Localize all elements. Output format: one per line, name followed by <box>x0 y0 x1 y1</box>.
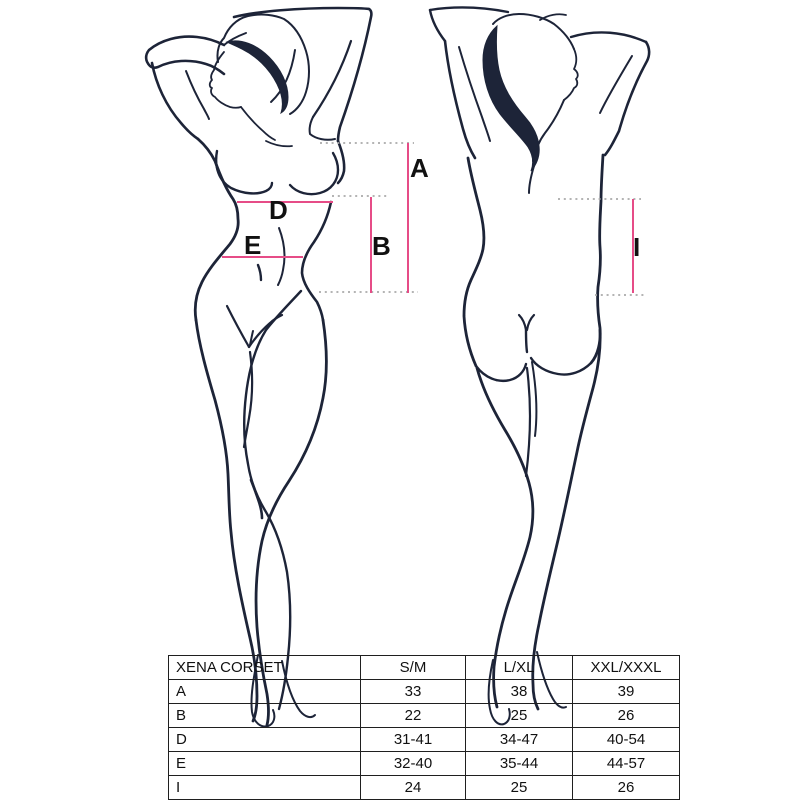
cell-value: 32-40 <box>361 752 466 776</box>
row-label: E <box>169 752 361 776</box>
measure-label-e: E <box>244 230 262 260</box>
table-row <box>169 704 680 728</box>
cell-value: 22 <box>361 704 466 728</box>
cell-value: 44-57 <box>573 752 680 776</box>
front-face-profile <box>210 52 241 108</box>
front-navel <box>258 265 261 280</box>
row-label: B <box>169 704 361 728</box>
cell-value: 38 <box>466 680 573 704</box>
column-header-lxl: L/XL <box>466 656 573 680</box>
cell-value: 33 <box>361 680 466 704</box>
table-title: XENA CORSET <box>169 656 361 680</box>
front-hair <box>227 41 288 113</box>
cell-value: 35-44 <box>466 752 573 776</box>
row-label: A <box>169 680 361 704</box>
cell-value: 25 <box>466 776 573 800</box>
table-header-row <box>169 656 680 680</box>
measure-label-b: B <box>372 231 391 261</box>
measure-label-d: D <box>269 195 288 225</box>
cell-value: 34-47 <box>466 728 573 752</box>
cell-value: 39 <box>573 680 680 704</box>
back-hair <box>483 26 539 171</box>
cell-value: 40-54 <box>573 728 680 752</box>
size-table <box>168 655 680 800</box>
row-label: I <box>169 776 361 800</box>
measure-label-a: A <box>410 153 429 183</box>
row-label: D <box>169 728 361 752</box>
back-face-profile <box>564 49 578 100</box>
cell-value: 26 <box>573 776 680 800</box>
cell-value: 25 <box>466 704 573 728</box>
column-header-sm: S/M <box>361 656 466 680</box>
table-row <box>169 776 680 800</box>
front-right-breast <box>290 153 338 194</box>
back-figure <box>430 8 649 725</box>
table-row <box>169 728 680 752</box>
measure-label-i: I <box>633 232 641 262</box>
table-row <box>169 680 680 704</box>
cell-value: 24 <box>361 776 466 800</box>
front-figure <box>146 8 371 726</box>
cell-value: 26 <box>573 704 680 728</box>
table-row <box>169 752 680 776</box>
column-header-xxlxxxl: XXL/XXXL <box>573 656 680 680</box>
cell-value: 31-41 <box>361 728 466 752</box>
